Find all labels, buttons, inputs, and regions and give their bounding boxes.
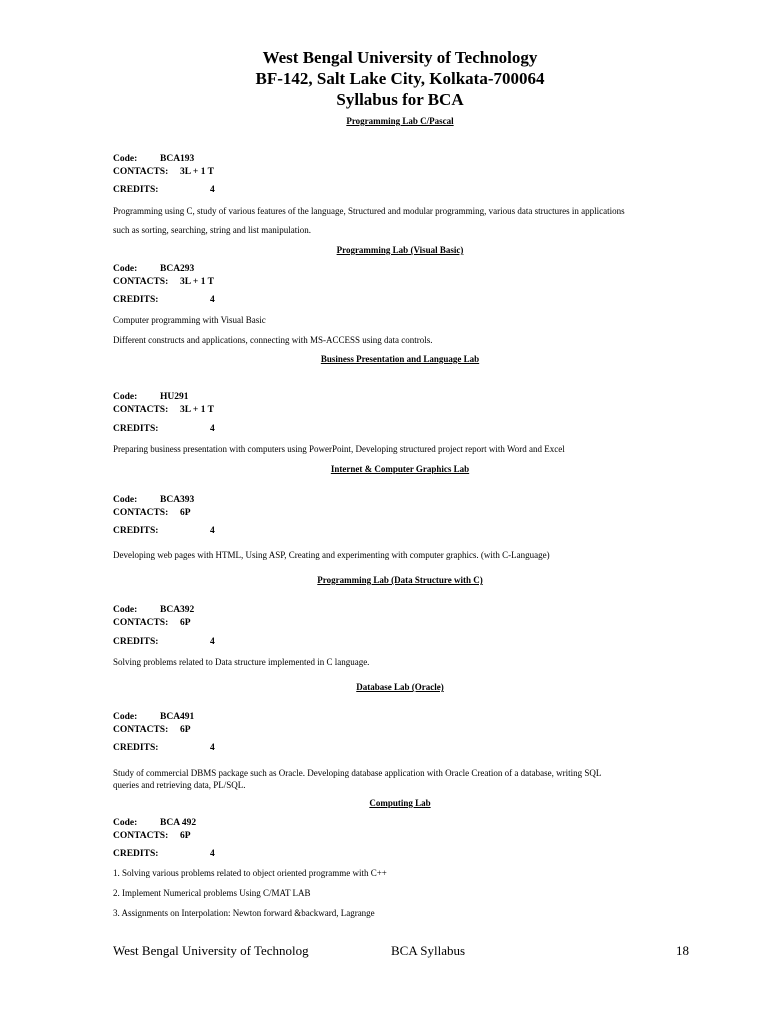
course-code: BCA392 xyxy=(160,605,195,615)
contacts-value: 3L + 1 T xyxy=(180,167,215,177)
description-line: Preparing business presentation with computers using PowerPoint, Developing structured project report with Word and Excel xyxy=(113,444,565,454)
contacts-label: CONTACTS: xyxy=(113,618,169,628)
course-code: BCA491 xyxy=(160,712,195,722)
course-code: HU291 xyxy=(160,392,189,402)
credits-label: CREDITS: xyxy=(113,526,159,536)
contacts-label: CONTACTS: xyxy=(113,405,169,415)
contacts-value: 3L + 1 T xyxy=(180,405,215,415)
course-code: BCA193 xyxy=(160,154,195,164)
page-title-address: BF-142, Salt Lake City, Kolkata-700064 xyxy=(255,69,545,88)
contacts-label: CONTACTS: xyxy=(113,831,169,841)
description-line: Different constructs and applications, connecting with MS-ACCESS using data controls. xyxy=(113,335,433,345)
credits-label: CREDITS: xyxy=(113,743,159,753)
section-heading: Programming Lab C/Pascal xyxy=(346,116,454,126)
credits-label: CREDITS: xyxy=(113,637,159,647)
credits-label: CREDITS: xyxy=(113,295,159,305)
footer-university: West Bengal University of Technolog xyxy=(113,943,309,958)
description-line: 1. Solving various problems related to object oriented programme with C++ xyxy=(113,868,387,878)
page-number: 18 xyxy=(676,943,689,958)
footer-document-title: BCA Syllabus xyxy=(391,943,466,958)
course-code: BCA 492 xyxy=(160,818,197,828)
credits-label: CREDITS: xyxy=(113,185,159,195)
credits-value: 4 xyxy=(210,424,215,434)
description-line: 3. Assignments on Interpolation: Newton forward &backward, Lagrange xyxy=(113,908,375,918)
section-heading: Internet & Computer Graphics Lab xyxy=(330,464,470,474)
description-line: Computer programming with Visual Basic xyxy=(113,315,266,325)
course-code: BCA293 xyxy=(160,264,195,274)
credits-value: 4 xyxy=(210,849,215,859)
section-heading: Programming Lab (Data Structure with C) xyxy=(317,575,483,585)
description-line: queries and retrieving data, PL/SQL. xyxy=(113,780,246,790)
description-line: such as sorting, searching, string and list manipulation. xyxy=(113,225,311,235)
contacts-value: 6P xyxy=(180,618,191,628)
credits-value: 4 xyxy=(210,526,215,536)
code-label: Code: xyxy=(113,495,138,505)
course-code: BCA393 xyxy=(160,495,195,505)
contacts-value: 3L + 1 T xyxy=(180,277,215,287)
page-title-university: West Bengal University of Technology xyxy=(262,48,538,67)
credits-label: CREDITS: xyxy=(113,849,159,859)
contacts-label: CONTACTS: xyxy=(113,725,169,735)
contacts-label: CONTACTS: xyxy=(113,508,169,518)
description-line: Study of commercial DBMS package such as Oracle. Developing database application with Oracle Creation of a database, writing SQL xyxy=(113,768,602,778)
contacts-value: 6P xyxy=(180,831,191,841)
code-label: Code: xyxy=(113,712,138,722)
code-label: Code: xyxy=(113,605,138,615)
contacts-value: 6P xyxy=(180,508,191,518)
credits-value: 4 xyxy=(210,185,215,195)
credits-value: 4 xyxy=(210,295,215,305)
description-line: Solving problems related to Data structure implemented in C language. xyxy=(113,657,370,667)
description-line: 2. Implement Numerical problems Using C/MAT LAB xyxy=(113,888,311,898)
contacts-label: CONTACTS: xyxy=(113,167,169,177)
credits-value: 4 xyxy=(210,637,215,647)
contacts-value: 6P xyxy=(180,725,191,735)
credits-value: 4 xyxy=(210,743,215,753)
section-heading: Business Presentation and Language Lab xyxy=(320,354,480,364)
code-label: Code: xyxy=(113,264,138,274)
section-heading: Computing Lab xyxy=(369,798,431,808)
credits-label: CREDITS: xyxy=(113,424,159,434)
code-label: Code: xyxy=(113,154,138,164)
description-line: Programming using C, study of various features of the language, Structured and modular programming, various data structures in applications xyxy=(113,206,625,216)
code-label: Code: xyxy=(113,392,138,402)
contacts-label: CONTACTS: xyxy=(113,277,169,287)
section-heading: Programming Lab (Visual Basic) xyxy=(336,245,464,255)
section-heading: Database Lab (Oracle) xyxy=(356,682,444,692)
code-label: Code: xyxy=(113,818,138,828)
description-line: Developing web pages with HTML, Using ASP, Creating and experimenting with computer graphics. (with C-Language) xyxy=(113,550,550,560)
page-title-syllabus: Syllabus for BCA xyxy=(336,90,464,109)
